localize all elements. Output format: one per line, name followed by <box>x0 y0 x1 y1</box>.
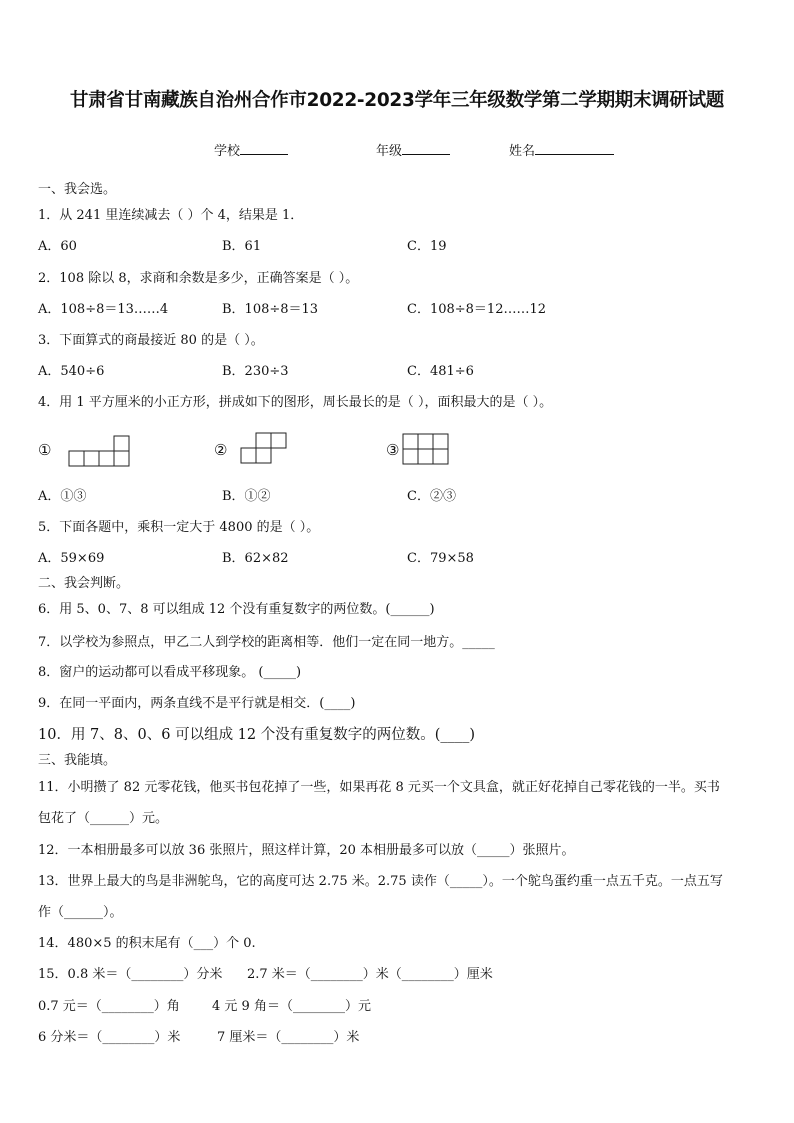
question-11-line-2: 包花了（______）元。 <box>38 811 169 826</box>
section-fill-heading: 三、我能填。 <box>38 753 117 768</box>
question-15-part-2: 2.7 米＝（________）米（________）厘米 <box>247 967 493 982</box>
figure-2-grid <box>238 430 292 466</box>
question-3: 3．下面算式的商最接近 80 的是（ ）。 <box>38 333 264 348</box>
question-15-part-5: 6 分米＝（________）米 <box>38 1030 181 1045</box>
question-15-part-6: 7 厘米＝（________）米 <box>217 1030 360 1045</box>
q2-option-a: A．108÷8＝13……4 <box>38 302 169 317</box>
section-judge-heading: 二、我会判断。 <box>38 576 130 591</box>
school-blank <box>240 142 288 155</box>
question-2: 2．108 除以 8，求商和余数是多少，正确答案是（ ）。 <box>38 271 359 286</box>
q1-option-a: A．60 <box>38 239 77 254</box>
q3-option-b: B．230÷3 <box>222 364 289 379</box>
grade-label: 年级 <box>376 144 403 159</box>
figure-1-grid <box>66 434 134 468</box>
figure-3-label: ③ <box>386 441 400 459</box>
name-field <box>509 140 614 159</box>
question-5: 5．下面各题中，乘积一定大于 4800 的是（ ）。 <box>38 520 320 535</box>
school-field <box>214 140 288 159</box>
q4-option-a: A．①③ <box>38 489 87 504</box>
question-11-line-1: 11．小明攒了 82 元零花钱，他买书包花掉了一些，如果再花 8 元买一个文具盒，就正好花掉自己零花钱的一半。买书 <box>38 780 720 795</box>
question-15-part-3: 0.7 元＝（________）角 <box>38 999 180 1014</box>
question-7: 7．以学校为参照点，甲乙二人到学校的距离相等．他们一定在同一地方。_____ <box>38 635 495 650</box>
q4-option-c: C．②③ <box>407 489 456 504</box>
q3-option-a: A．540÷6 <box>38 364 105 379</box>
name-blank <box>535 142 614 155</box>
q2-option-c: C．108÷8＝12……12 <box>407 302 547 317</box>
q1-option-b: B．61 <box>222 239 262 254</box>
q5-option-c: C．79×58 <box>407 551 474 566</box>
name-label: 姓名 <box>509 144 536 159</box>
school-label: 学校 <box>214 144 241 159</box>
question-6: 6．用 5、0、7、8 可以组成 12 个没有重复数字的两位数。(______) <box>38 602 435 617</box>
grade-field <box>376 140 450 159</box>
question-8: 8．窗户的运动都可以看成平移现象。 (_____) <box>38 665 302 680</box>
question-15-part-4: 4 元 9 角＝（________）元 <box>212 999 371 1014</box>
q4-option-b: B．①② <box>222 489 271 504</box>
question-13-line-2: 作（______）。 <box>38 905 123 920</box>
question-4: 4．用 1 平方厘米的小正方形，拼成如下的图形，周长最长的是（ ），面积最大的是（ ）。 <box>38 395 553 410</box>
q2-option-b: B．108÷8＝13 <box>222 302 319 317</box>
question-1: 1．从 241 里连续减去（ ）个 4，结果是 1． <box>38 208 304 223</box>
figure-3-grid <box>401 432 453 468</box>
q5-option-b: B．62×82 <box>222 551 289 566</box>
figure-1-label: ① <box>38 441 52 459</box>
figure-2-label: ② <box>214 441 228 459</box>
section-choice-heading: 一、我会选。 <box>38 182 117 197</box>
question-9: 9．在同一平面内，两条直线不是平行就是相交．(____) <box>38 696 356 711</box>
question-15-part-1: 15．0.8 米＝（________）分米 <box>38 967 223 982</box>
question-13-line-1: 13．世界上最大的鸟是非洲鸵鸟，它的高度可达 2.75 米。2.75 读作（_____）。一个鸵鸟蛋约重一点五千克。一点五写 <box>38 874 723 889</box>
question-12: 12．一本相册最多可以放 36 张照片，照这样计算，20 本相册最多可以放（_____）张照片。 <box>38 843 575 858</box>
q5-option-a: A．59×69 <box>38 551 105 566</box>
question-14: 14．480×5 的积末尾有（___）个 0. <box>38 936 256 951</box>
grade-blank <box>402 142 450 155</box>
q3-option-c: C．481÷6 <box>407 364 474 379</box>
question-10: 10．用 7、8、0、6 可以组成 12 个没有重复数字的两位数。(____) <box>38 727 476 743</box>
page-title: 甘肃省甘南藏族自治州合作市2022-2023学年三年级数学第二学期期末调研试题 <box>70 90 724 111</box>
q1-option-c: C．19 <box>407 239 447 254</box>
